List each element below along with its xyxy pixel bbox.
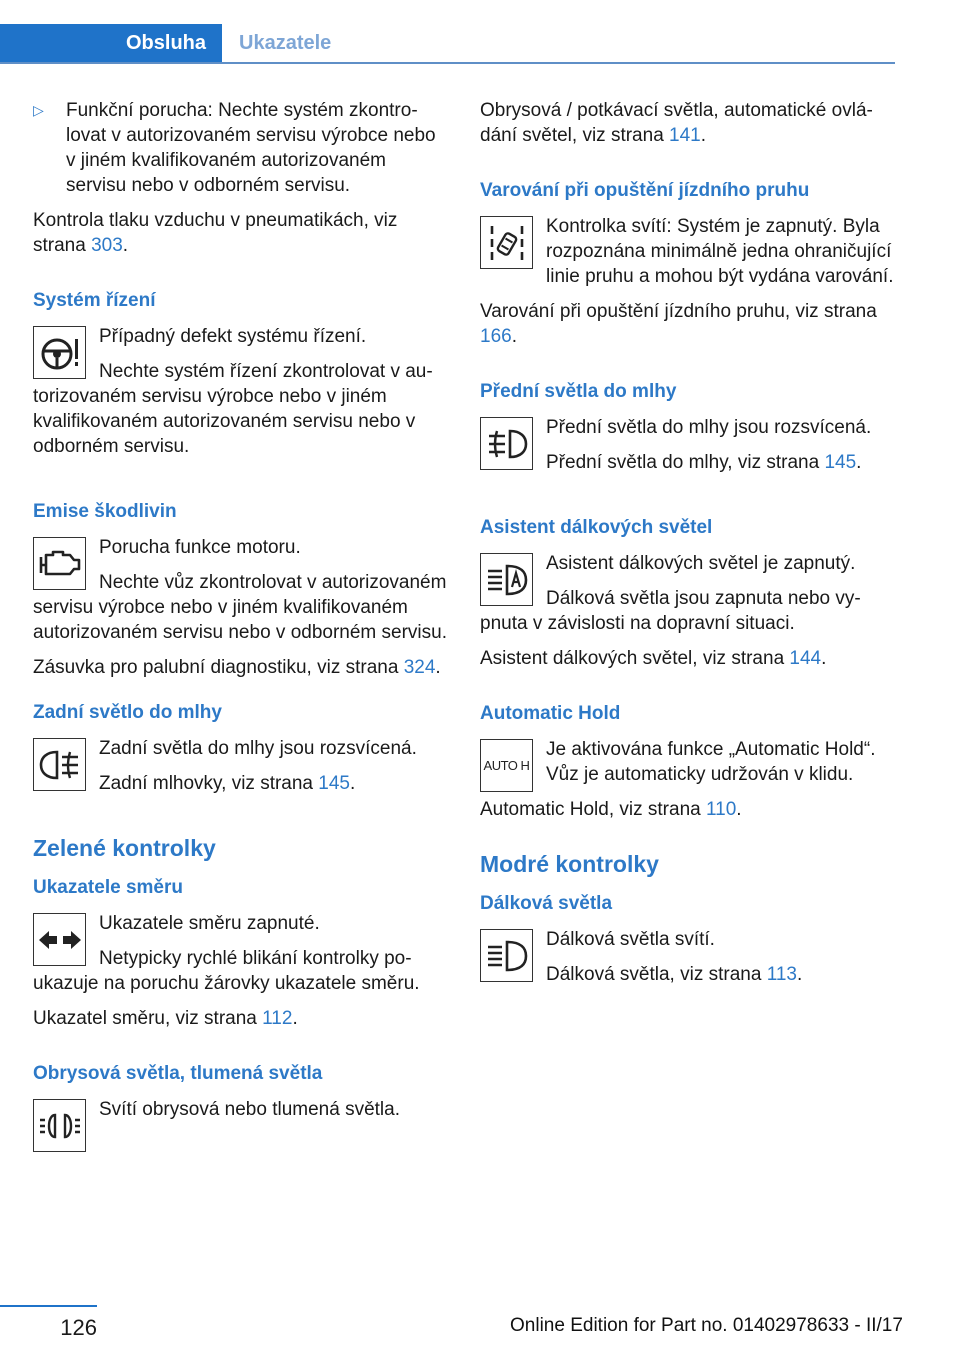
high-beam-assist-block: [480, 551, 895, 646]
heading-turn-signals: Ukazatele směru: [33, 877, 183, 898]
auto-hold-icon-text: AUTO H: [483, 758, 530, 773]
steering-p1: Případný defekt systému řízení.: [99, 326, 367, 347]
page-link[interactable]: 144: [789, 648, 822, 669]
page-link[interactable]: 110: [705, 799, 737, 820]
page-link[interactable]: 166: [480, 326, 512, 347]
bullet-text: Funkční porucha: Nechte systém zkontrolovat v autorizovaném servisu výrobce nebo v jiném kvalifikovaném autorizovaném servisu nebo v odborném servisu.: [66, 100, 436, 196]
page-link[interactable]: 112: [262, 1008, 293, 1029]
left-column: [33, 98, 448, 1156]
front-fog-block: [480, 415, 895, 485]
tire-pressure-text: Kontrola tlaku vzduchu v pneumatikách, viz strana 303.: [33, 210, 398, 256]
high-beam-p1: Dálková světla svítí.: [546, 929, 715, 950]
page-link[interactable]: 145: [318, 773, 350, 794]
high-beam-icon: [480, 929, 533, 982]
high-beam-assist-p1: Asistent dálkových světel je zapnutý.: [546, 553, 856, 574]
heading-rear-fog: Zadní světlo do mlhy: [33, 702, 222, 723]
footer-rule: [0, 1305, 97, 1307]
front-fog-p1: Přední světla do mlhy jsou rozsvícená.: [546, 417, 872, 438]
lane-p1: Kontrolka svítí: Systém je zapnutý. Byla rozpoznána minimálně jedna ohraničující linie pruhu a mohou být vydána varování.: [546, 216, 894, 287]
heading-parking-lights: Obrysová světla, tlumená světla: [33, 1063, 323, 1084]
auto-hold-icon: [480, 739, 533, 792]
auto-hold-p2: Automatic Hold, viz strana 110.: [480, 799, 742, 820]
heading-high-beam-assist: Asistent dálkových světel: [480, 517, 713, 538]
turn-block: [33, 911, 448, 1006]
heading-front-fog: Přední světla do mlhy: [480, 381, 677, 402]
page-link[interactable]: 145: [824, 452, 857, 473]
parking-cont: Obrysová / potkávací světla, automatické ovládání světel, viz strana 141.: [480, 100, 873, 146]
lane-block: [480, 214, 895, 299]
page-link[interactable]: 324: [403, 657, 436, 678]
edition-note: Online Edition for Part no. 01402978633 - II/17: [510, 1315, 903, 1336]
emissions-p2: Nechte vůz zkontrolovat v autorizovaném servisu výrobce nebo v jiném kvalifikovaném autorizovaném servisu nebo v odborném servisu.: [33, 572, 447, 643]
auto-hold-p1: Je aktivována funkce „Automatic Hold“. Vůz je automaticky udržován v klidu.: [546, 739, 876, 785]
front-fog-p2: Přední světla do mlhy, viz strana 145.: [546, 452, 862, 473]
parking-p1: Svítí obrysová nebo tlumená světla.: [99, 1099, 400, 1120]
tab-obsluha[interactable]: Obsluha: [0, 24, 222, 62]
front-fog-icon: [480, 417, 533, 470]
lane-departure-icon: [480, 216, 533, 269]
rear-fog-block: [33, 736, 448, 806]
heading-blue-indicators: Modré kontrolky: [480, 851, 659, 877]
high-beam-p2: Dálková světla, viz strana 113.: [546, 964, 803, 985]
page-link[interactable]: 113: [766, 964, 797, 985]
tab-ukazatele[interactable]: Ukazatele: [239, 32, 332, 54]
rear-fog-p1: Zadní světla do mlhy jsou rozsvícená.: [99, 738, 417, 759]
parking-block: [33, 1097, 448, 1156]
turn-p3: Ukazatel směru, viz strana 112.: [33, 1008, 298, 1029]
heading-emissions: Emise škodlivin: [33, 501, 177, 522]
heading-steering: Systém řízení: [33, 290, 156, 311]
high-beam-assist-p2: Dálková světla jsou zapnuta nebo vypnuta v závislosti na dopravní situaci.: [480, 588, 861, 634]
steering-p2: Nechte systém řízení zkontrolovat v autorizovaném servisu výrobce nebo v jiném kvalifikovaném autorizovaném servisu nebo v odborném servisu.: [33, 361, 433, 457]
bullet-marker: ▷: [33, 102, 44, 118]
bullet-item: [33, 98, 448, 198]
obd-text: Zásuvka pro palubní diagnostiku, viz strana 324.: [33, 657, 441, 678]
high-beam-assist-icon: [480, 553, 533, 606]
page-link[interactable]: 303: [91, 235, 123, 256]
emissions-p1: Porucha funkce motoru.: [99, 537, 301, 558]
heading-green-indicators: Zelené kontrolky: [33, 835, 216, 861]
auto-hold-block: [480, 737, 895, 797]
engine-icon: [33, 537, 86, 590]
heading-lane-departure: Varování při opuštění jízdního pruhu: [480, 180, 810, 201]
high-beam-assist-p3: Asistent dálkových světel, viz strana 144.: [480, 648, 827, 669]
turn-p2: Netypicky rychlé blikání kontrolky poukazuje na poruchu žárovky ukazatele směru.: [33, 948, 420, 994]
high-beam-block: [480, 927, 895, 997]
steering-block: [33, 324, 448, 469]
rear-fog-icon: [33, 738, 86, 791]
turn-signal-icon: [33, 913, 86, 966]
rear-fog-p2: Zadní mlhovky, viz strana 145.: [99, 773, 356, 794]
turn-p1: Ukazatele směru zapnuté.: [99, 913, 320, 934]
heading-high-beam: Dálková světla: [480, 893, 613, 914]
parking-lights-icon: [33, 1099, 86, 1152]
steering-warning-icon: [33, 326, 86, 379]
header-tabs: [0, 24, 895, 64]
right-column: [480, 98, 895, 997]
page-link[interactable]: 141: [669, 125, 701, 146]
heading-auto-hold: Automatic Hold: [480, 703, 621, 724]
emissions-block: [33, 535, 448, 655]
lane-p2: Varování při opuštění jízdního pruhu, viz strana 166.: [480, 301, 877, 347]
page-number: 126: [60, 1315, 97, 1340]
